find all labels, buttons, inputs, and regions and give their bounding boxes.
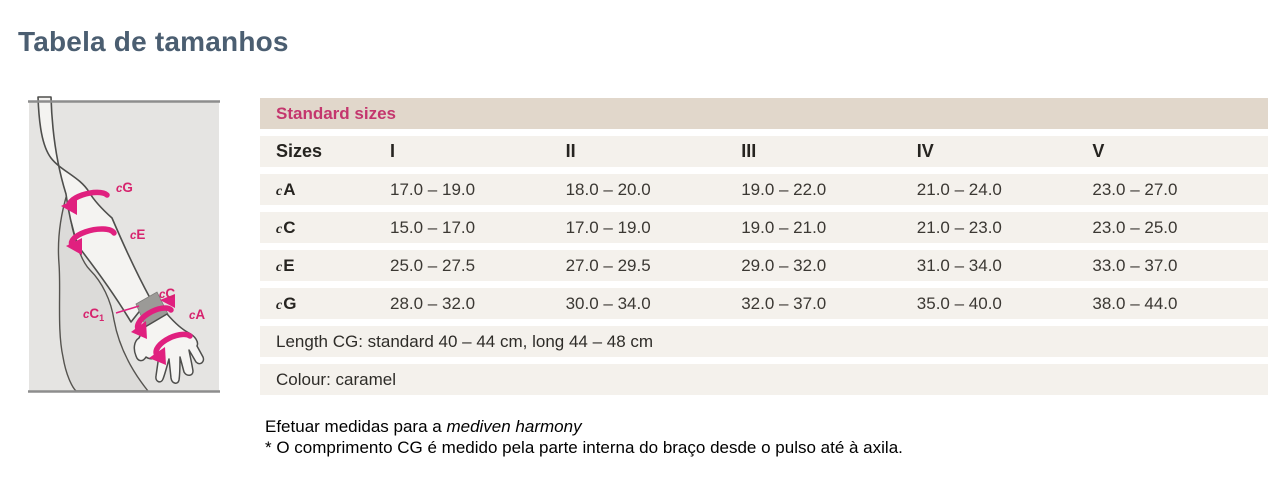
arm-diagram-illustration (28, 94, 220, 400)
table-row-cg (260, 288, 1268, 319)
row-label-ce (276, 256, 390, 276)
row-label-letter: A (283, 179, 296, 199)
row-label-ca (276, 180, 390, 200)
row-label-cg (276, 294, 390, 314)
table-row-cc (260, 212, 1268, 243)
table-row-ca (260, 174, 1268, 205)
table-cell: 19.0 – 21.0 (741, 217, 827, 237)
length-note-row (260, 326, 1268, 357)
row-label-letter: C (283, 217, 296, 237)
footer-notes (265, 416, 903, 458)
table-cell: 15.0 – 17.0 (390, 217, 476, 237)
row-label-prefix: c (276, 297, 283, 313)
column-header-row (260, 136, 1268, 167)
table-cell: 28.0 – 32.0 (390, 293, 476, 313)
label-cc: cC (159, 286, 176, 301)
arm-measurement-diagram (28, 94, 220, 400)
colour-note-row (260, 364, 1268, 395)
label-ce: cE (130, 227, 146, 242)
row-label-letter: G (283, 293, 297, 313)
page-title: Tabela de tamanhos (18, 26, 289, 57)
table-cell: 31.0 – 34.0 (916, 255, 1002, 275)
footer-line-2: * O comprimento CG é medido pela parte interna do braço desde o pulso até à axila. (265, 438, 903, 457)
row-label-cc (276, 218, 390, 238)
row-label-letter: E (283, 255, 295, 275)
footer-line-1 (265, 416, 903, 437)
column-header-iii: III (741, 141, 757, 161)
colour-note: Colour: caramel (276, 369, 396, 389)
table-cell: 17.0 – 19.0 (565, 217, 651, 237)
length-note: Length CG: standard 40 – 44 cm, long 44 – 48 cm (276, 331, 654, 351)
table-row-ce (260, 250, 1268, 281)
label-ca: cA (189, 307, 206, 322)
product-name: mediven harmony (446, 417, 582, 436)
table-cell: 17.0 – 19.0 (390, 179, 476, 199)
column-header-ii: II (565, 141, 576, 161)
table-cell: 23.0 – 27.0 (1092, 179, 1178, 199)
table-cell: 23.0 – 25.0 (1092, 217, 1178, 237)
label-cg: cG (116, 180, 133, 195)
row-label-prefix: c (276, 259, 283, 275)
column-header-v: V (1092, 141, 1105, 161)
table-cell: 30.0 – 34.0 (565, 293, 651, 313)
label-cc1: $cC_1$ (83, 306, 105, 323)
size-table (260, 98, 1268, 402)
table-header-label: Standard sizes (276, 103, 396, 123)
table-cell: 18.0 – 20.0 (565, 179, 651, 199)
table-cell: 33.0 – 37.0 (1092, 255, 1178, 275)
table-header-band (260, 98, 1268, 129)
table-cell: 25.0 – 27.5 (390, 255, 476, 275)
table-cell: 32.0 – 37.0 (741, 293, 827, 313)
column-header-i: I (390, 141, 396, 161)
table-cell: 21.0 – 24.0 (916, 179, 1002, 199)
table-cell: 29.0 – 32.0 (741, 255, 827, 275)
table-cell: 21.0 – 23.0 (916, 217, 1002, 237)
footer-line-1-text: Efetuar medidas para a (265, 417, 447, 436)
row-label-prefix: c (276, 221, 283, 237)
table-cell: 35.0 – 40.0 (916, 293, 1002, 313)
row-label-prefix: c (276, 183, 283, 199)
table-cell: 38.0 – 44.0 (1092, 293, 1178, 313)
column-header-iv: IV (916, 141, 934, 161)
column-header-sizes: Sizes (276, 141, 323, 161)
table-cell: 19.0 – 22.0 (741, 179, 827, 199)
table-cell: 27.0 – 29.5 (565, 255, 651, 275)
